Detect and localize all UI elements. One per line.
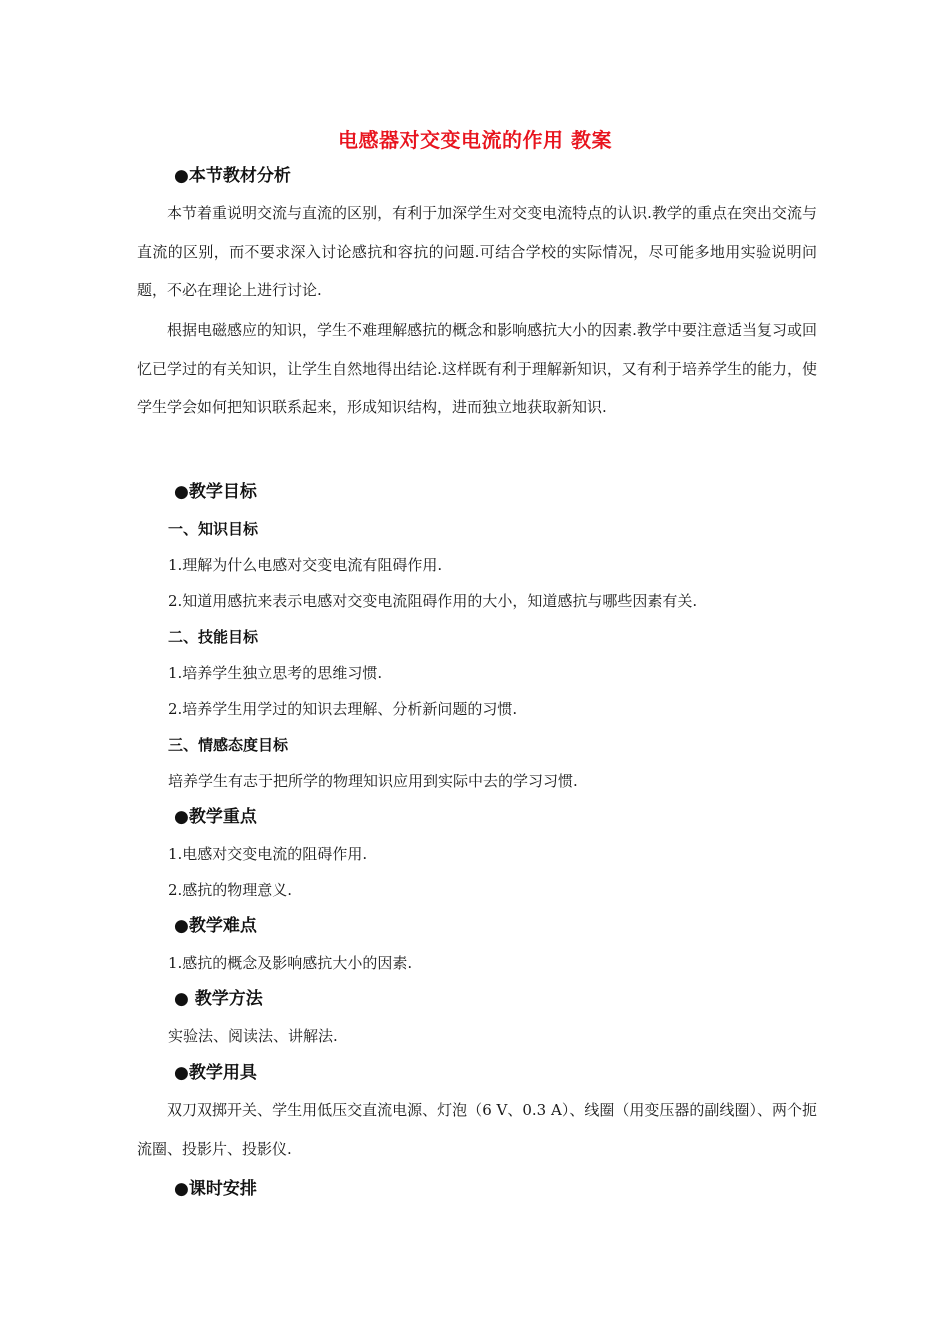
subheading-skill-goals: 二、技能目标 <box>168 628 259 646</box>
section-heading-goals: ●教学目标 <box>174 482 257 502</box>
analysis-paragraph-1-text: 本节着重说明交流与直流的区别，有利于加深学生对交变电流特点的认识.教学的重点在突出交流与直流的区别，而不要求深入讨论感抗和容抗的问题.可结合学校的实际情况，尽可能多地用实验说明问题，不必在理论上进行讨论. <box>137 204 817 299</box>
document-title: 电感器对交变电流的作用 教案 <box>338 128 612 152</box>
subheading-knowledge-goals: 一、知识目标 <box>168 520 259 538</box>
knowledge-goal-item: 1.理解为什么电感对交变电流有阻碍作用. <box>168 556 443 574</box>
key-point-item: 1.电感对交变电流的阻碍作用. <box>168 845 368 863</box>
section-heading-analysis: ●本节教材分析 <box>174 166 291 186</box>
analysis-paragraph-2-text: 根据电磁感应的知识，学生不难理解感抗的概念和影响感抗大小的因素.教学中要注意适当复习或回忆已学过的有关知识，让学生自然地得出结论.这样既有利于理解新知识，又有利于培养学生的能力，使学生学会如何把知识联系起来，形成知识结构，进而独立地获取新知识. <box>137 321 817 416</box>
section-heading-difficulties: ●教学难点 <box>174 916 257 936</box>
tools-paragraph-text: 双刀双掷开关、学生用低压交直流电源、灯泡（6 V、0.3 A）、线圈（用变压器的副线圈）、两个扼流圈、投影片、投影仪. <box>137 1101 817 1158</box>
knowledge-goal-item: 2.知道用感抗来表示电感对交变电流阻碍作用的大小，知道感抗与哪些因素有关. <box>168 592 698 610</box>
analysis-paragraph-1 <box>137 194 817 310</box>
analysis-paragraph-2 <box>137 311 817 427</box>
skill-goal-item: 2.培养学生用学过的知识去理解、分析新问题的习惯. <box>168 700 518 718</box>
key-point-item: 2.感抗的物理意义. <box>168 881 293 899</box>
section-heading-schedule: ●课时安排 <box>174 1179 257 1199</box>
skill-goal-item: 1.培养学生独立思考的思维习惯. <box>168 664 383 682</box>
difficulty-item: 1.感抗的概念及影响感抗大小的因素. <box>168 954 413 972</box>
section-heading-methods: ● 教学方法 <box>174 989 263 1009</box>
subheading-attitude-goals: 三、情感态度目标 <box>168 736 289 754</box>
tools-paragraph <box>137 1091 817 1168</box>
methods-text: 实验法、阅读法、讲解法. <box>168 1027 338 1045</box>
section-heading-tools: ●教学用具 <box>174 1063 257 1083</box>
attitude-goal-text: 培养学生有志于把所学的物理知识应用到实际中去的学习习惯. <box>168 772 578 790</box>
section-heading-key-points: ●教学重点 <box>174 807 257 827</box>
